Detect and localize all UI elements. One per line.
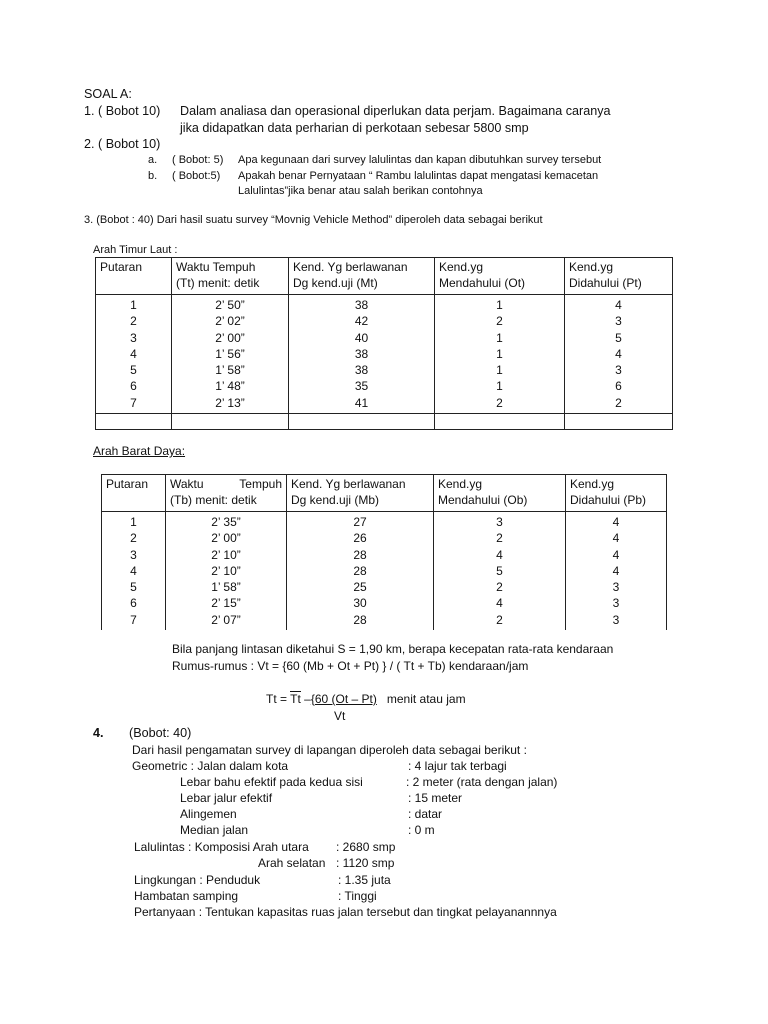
geo-value: : 4 lajur tak terbagi (408, 759, 507, 773)
table-row: 4 2’ 10” 28 5 4 (102, 563, 667, 579)
q2b-bobot: ( Bobot:5) (172, 170, 221, 182)
q3-question: Bila panjang lintasan diketahui S = 1,90 km, berapa kecepatan rata-rata kendaraan (172, 642, 614, 656)
table-row: 7 2’ 13” 41 2 2 (96, 395, 673, 414)
table-row: 2 2’ 02” 42 2 3 (96, 313, 673, 329)
table-row: 2 2’ 00” 26 2 4 (102, 530, 667, 546)
item-value: : 2 meter (rata dengan jalan) (406, 775, 558, 789)
selatan-label: Arah selatan (258, 856, 326, 870)
ling-label: Lingkungan : Penduduk (134, 873, 261, 887)
table-row: 6 1’ 48” 35 1 6 (96, 378, 673, 394)
q3-intro: 3. (Bobot : 40) Dari hasil suatu survey “Movnig Vehicle Method” diperoleh data sebagai berikut (84, 214, 543, 226)
item-label: Lebar jalur efektif (180, 791, 273, 805)
tt-denominator: Vt (334, 709, 346, 723)
item-label: Median jalan (180, 823, 249, 837)
ling-value: : 1.35 juta (338, 873, 391, 887)
table-barat-daya (101, 474, 667, 630)
item-label: Alingemen (180, 807, 237, 821)
q4-bobot: (Bobot: 40) (129, 726, 192, 740)
table-timur-laut (95, 257, 673, 430)
table-row: 3 2’ 10” 28 4 4 (102, 547, 667, 563)
q1-line1: Dalam analiasa dan operasional diperlukan data perjam. Bagaimana caranya (180, 104, 611, 118)
header-cell: Kend.yg Didahului (Pb) (566, 475, 667, 512)
lalu-value: : 2680 smp (336, 840, 396, 854)
item-value: : 0 m (408, 823, 435, 837)
header-cell: Kend.yg Mendahului (Ot) (435, 258, 565, 295)
header-cell: Kend.yg Didahului (Pt) (565, 258, 673, 295)
q2a-bobot: ( Bobot: 5) (172, 154, 224, 166)
table-header-row (96, 258, 673, 295)
q2b-line2: Lalulintas”jika benar atau salah berikan contohnya (238, 185, 483, 197)
header-cell: Kend. Yg berlawanan Dg kend.uji (Mb) (287, 475, 434, 512)
header-cell: Waktu Tempuh (Tt) menit: detik (172, 258, 289, 295)
table-row: 6 2’ 15” 30 4 3 (102, 595, 667, 611)
q3-rumus: Rumus-rumus : Vt = {60 (Mb + Ot + Pt) } / ( Tt + Tb) kendaraan/jam (172, 659, 529, 673)
table-row: 5 1’ 58” 25 2 3 (102, 579, 667, 595)
tt-formula: Tt = Tt –{60 (Ot – Pt) menit atau jam (266, 692, 466, 706)
pertanyaan: Pertanyaan : Tentukan kapasitas ruas jalan tersebut dan tingkat pelayanannnya (134, 905, 557, 919)
table-row: 3 2’ 00” 40 1 5 (96, 330, 673, 346)
header-cell: Putaran (96, 258, 172, 295)
table-row: 4 1’ 56” 38 1 4 (96, 346, 673, 362)
geo-label: Geometric : Jalan dalam kota (132, 759, 289, 773)
soal-title: SOAL A: (84, 87, 132, 101)
barat-label: Arah Barat Daya: (93, 444, 186, 458)
header-cell: Kend.yg Mendahului (Ob) (434, 475, 566, 512)
item-value: : 15 meter (408, 791, 463, 805)
tt-bar: Tt (290, 692, 301, 706)
q2a-text: Apa kegunaan dari survey lalulintas dan kapan dibutuhkan survey tersebut (238, 154, 602, 166)
table-header-row (102, 475, 667, 512)
header-cell: Waktu Tempuh (Tb) menit: detik (166, 475, 287, 512)
q2a-letter: a. (148, 154, 158, 166)
q2b-line1: Apakah benar Pernyataan “ Rambu lalulintas dapat mengatasi kemacetan (238, 170, 599, 182)
header-cell: Putaran (102, 475, 166, 512)
hamb-label: Hambatan samping (134, 889, 239, 903)
table-blank-row (96, 414, 673, 430)
lalu-label: Lalulintas : Komposisi Arah utara (134, 840, 309, 854)
item-label: Lebar bahu efektif pada kedua sisi (180, 775, 363, 789)
tt-unit: menit atau jam (386, 692, 466, 706)
tt-numerator: {60 (Ot – Pt) (310, 692, 377, 706)
q2b-letter: b. (148, 170, 158, 182)
table-row: 5 1’ 58” 38 1 3 (96, 362, 673, 378)
table-row: 1 2’ 35” 27 3 4 (102, 512, 667, 531)
item-value: : datar (408, 807, 443, 821)
q1-line2: jika didapatkan data perharian di perkotaan sebesar 5800 smp (180, 121, 529, 135)
header-cell: Kend. Yg berlawanan Dg kend.uji (Mt) (289, 258, 435, 295)
q4-intro: Dari hasil pengamatan survey di lapangan diperoleh data sebagai berikut : (132, 743, 527, 757)
selatan-value: : 1120 smp (336, 856, 395, 870)
timur-label: Arah Timur Laut : (93, 244, 178, 256)
q4-number: 4. (93, 726, 104, 740)
q2-label: 2. ( Bobot 10) (84, 137, 161, 151)
table-row: 7 2’ 07” 28 2 3 (102, 612, 667, 630)
table-row: 1 2’ 50” 38 1 4 (96, 295, 673, 314)
q1-label: 1. ( Bobot 10) (84, 104, 161, 118)
hamb-value: : Tinggi (338, 889, 377, 903)
